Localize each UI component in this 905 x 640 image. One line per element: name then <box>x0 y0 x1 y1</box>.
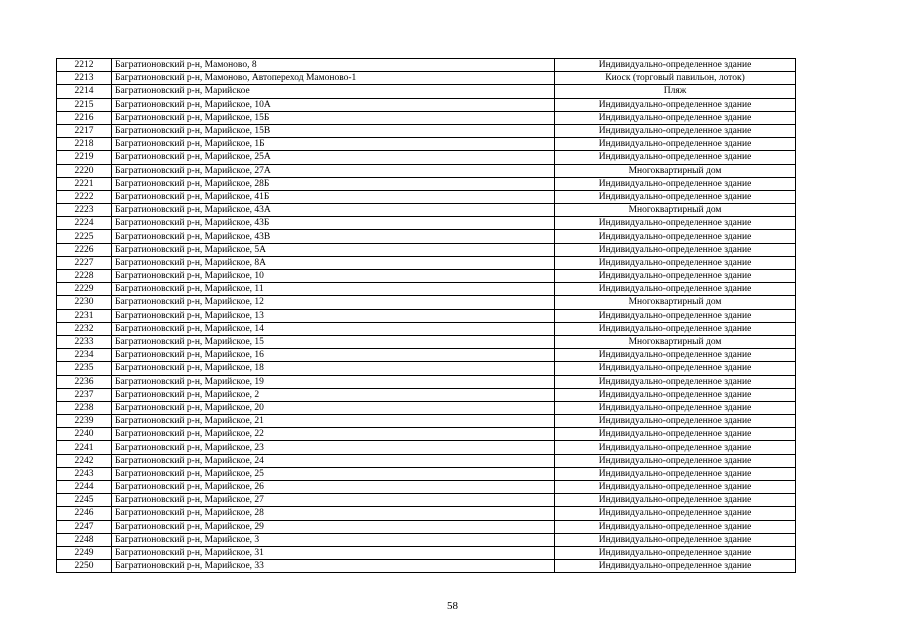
row-number: 2237 <box>57 388 112 401</box>
object-type-cell: Индивидуально-определенное здание <box>555 481 796 494</box>
address-cell: Багратионовский р-н, Марийское, 27 <box>112 494 555 507</box>
row-number: 2224 <box>57 217 112 230</box>
object-type-cell: Индивидуально-определенное здание <box>555 467 796 480</box>
address-cell: Багратионовский р-н, Марийское, 10 <box>112 270 555 283</box>
table-row <box>57 441 796 454</box>
row-number: 2226 <box>57 243 112 256</box>
address-cell: Багратионовский р-н, Марийское, 24 <box>112 454 555 467</box>
object-type-cell: Индивидуально-определенное здание <box>555 243 796 256</box>
row-number: 2219 <box>57 151 112 164</box>
address-cell: Багратионовский р-н, Марийское, 20 <box>112 401 555 414</box>
object-type-cell: Индивидуально-определенное здание <box>555 190 796 203</box>
object-type-cell: Индивидуально-определенное здание <box>555 322 796 335</box>
table-row <box>57 494 796 507</box>
object-type-cell: Индивидуально-определенное здание <box>555 151 796 164</box>
table-row <box>57 322 796 335</box>
address-cell: Багратионовский р-н, Марийское, 22 <box>112 428 555 441</box>
object-type-cell: Индивидуально-определенное здание <box>555 309 796 322</box>
row-number: 2238 <box>57 401 112 414</box>
address-cell: Багратионовский р-н, Марийское, 16 <box>112 349 555 362</box>
object-type-cell: Киоск (торговый павильон, лоток) <box>555 72 796 85</box>
table-row <box>57 428 796 441</box>
object-type-cell: Многоквартирный дом <box>555 204 796 217</box>
object-type-cell: Индивидуально-определенное здание <box>555 454 796 467</box>
address-cell: Багратионовский р-н, Марийское, 21 <box>112 415 555 428</box>
row-number: 2229 <box>57 283 112 296</box>
object-type-cell: Индивидуально-определенное здание <box>555 441 796 454</box>
row-number: 2214 <box>57 85 112 98</box>
table-row <box>57 335 796 348</box>
object-type-cell: Индивидуально-определенное здание <box>555 230 796 243</box>
object-type-cell: Индивидуально-определенное здание <box>555 401 796 414</box>
address-cell: Багратионовский р-н, Марийское, 2 <box>112 388 555 401</box>
table-row <box>57 124 796 137</box>
row-number: 2225 <box>57 230 112 243</box>
row-number: 2232 <box>57 322 112 335</box>
object-type-cell: Индивидуально-определенное здание <box>555 507 796 520</box>
address-cell: Багратионовский р-н, Марийское, 19 <box>112 375 555 388</box>
table-row <box>57 362 796 375</box>
address-cell: Багратионовский р-н, Марийское, 15 <box>112 335 555 348</box>
table-row <box>57 481 796 494</box>
row-number: 2231 <box>57 309 112 322</box>
row-number: 2248 <box>57 533 112 546</box>
object-type-cell: Индивидуально-определенное здание <box>555 177 796 190</box>
row-number: 2222 <box>57 190 112 203</box>
object-type-cell: Индивидуально-определенное здание <box>555 111 796 124</box>
address-cell: Багратионовский р-н, Марийское, 25 <box>112 467 555 480</box>
table-row <box>57 507 796 520</box>
row-number: 2239 <box>57 415 112 428</box>
table-row <box>57 177 796 190</box>
object-type-cell: Индивидуально-определенное здание <box>555 520 796 533</box>
table-row <box>57 454 796 467</box>
row-number: 2213 <box>57 72 112 85</box>
object-type-cell: Индивидуально-определенное здание <box>555 124 796 137</box>
table-row <box>57 256 796 269</box>
table-row <box>57 98 796 111</box>
object-type-cell: Многоквартирный дом <box>555 164 796 177</box>
row-number: 2234 <box>57 349 112 362</box>
address-cell: Багратионовский р-н, Марийское, 26 <box>112 481 555 494</box>
table-row <box>57 546 796 559</box>
address-cell: Багратионовский р-н, Марийское, 43В <box>112 230 555 243</box>
row-number: 2242 <box>57 454 112 467</box>
address-cell: Багратионовский р-н, Марийское, 27А <box>112 164 555 177</box>
address-cell: Багратионовский р-н, Марийское, 3 <box>112 533 555 546</box>
table-row <box>57 283 796 296</box>
table-row <box>57 217 796 230</box>
object-type-cell: Индивидуально-определенное здание <box>555 560 796 573</box>
table-row <box>57 138 796 151</box>
object-type-cell: Индивидуально-определенное здание <box>555 270 796 283</box>
address-cell: Багратионовский р-н, Марийское, 28Б <box>112 177 555 190</box>
object-type-cell: Индивидуально-определенное здание <box>555 494 796 507</box>
row-number: 2245 <box>57 494 112 507</box>
object-type-cell: Индивидуально-определенное здание <box>555 546 796 559</box>
object-type-cell: Индивидуально-определенное здание <box>555 138 796 151</box>
table-row <box>57 467 796 480</box>
row-number: 2233 <box>57 335 112 348</box>
address-cell: Багратионовский р-н, Марийское, 25А <box>112 151 555 164</box>
table-row <box>57 309 796 322</box>
table-row <box>57 59 796 72</box>
object-type-cell: Индивидуально-определенное здание <box>555 217 796 230</box>
object-type-cell: Индивидуально-определенное здание <box>555 98 796 111</box>
object-type-cell: Индивидуально-определенное здание <box>555 375 796 388</box>
row-number: 2244 <box>57 481 112 494</box>
table-row <box>57 164 796 177</box>
object-type-cell: Индивидуально-определенное здание <box>555 59 796 72</box>
table-row <box>57 230 796 243</box>
row-number: 2221 <box>57 177 112 190</box>
row-number: 2240 <box>57 428 112 441</box>
address-cell: Багратионовский р-н, Марийское, 10А <box>112 98 555 111</box>
address-cell: Багратионовский р-н, Марийское, 31 <box>112 546 555 559</box>
property-table <box>56 58 796 573</box>
address-cell: Багратионовский р-н, Марийское, 33 <box>112 560 555 573</box>
row-number: 2216 <box>57 111 112 124</box>
row-number: 2228 <box>57 270 112 283</box>
address-cell: Багратионовский р-н, Марийское, 28 <box>112 507 555 520</box>
address-cell: Багратионовский р-н, Марийское, 23 <box>112 441 555 454</box>
table-row <box>57 204 796 217</box>
address-cell: Багратионовский р-н, Марийское, 1Б <box>112 138 555 151</box>
object-type-cell: Индивидуально-определенное здание <box>555 533 796 546</box>
table-row <box>57 151 796 164</box>
row-number: 2235 <box>57 362 112 375</box>
table-row <box>57 296 796 309</box>
table-row <box>57 415 796 428</box>
address-cell: Багратионовский р-н, Марийское, 11 <box>112 283 555 296</box>
table-row <box>57 243 796 256</box>
address-cell: Багратионовский р-н, Марийское, 29 <box>112 520 555 533</box>
row-number: 2217 <box>57 124 112 137</box>
address-cell: Багратионовский р-н, Мамоново, Автопереход Мамоново-1 <box>112 72 555 85</box>
object-type-cell: Индивидуально-определенное здание <box>555 428 796 441</box>
object-type-cell: Индивидуально-определенное здание <box>555 388 796 401</box>
address-cell: Багратионовский р-н, Марийское, 8А <box>112 256 555 269</box>
row-number: 2246 <box>57 507 112 520</box>
table-row <box>57 560 796 573</box>
table-row <box>57 72 796 85</box>
table-row <box>57 270 796 283</box>
table-row <box>57 520 796 533</box>
table-row <box>57 533 796 546</box>
address-cell: Багратионовский р-н, Марийское, 18 <box>112 362 555 375</box>
row-number: 2241 <box>57 441 112 454</box>
address-cell: Багратионовский р-н, Мамоново, 8 <box>112 59 555 72</box>
address-cell: Багратионовский р-н, Марийское, 41Б <box>112 190 555 203</box>
row-number: 2249 <box>57 546 112 559</box>
address-cell: Багратионовский р-н, Марийское, 14 <box>112 322 555 335</box>
row-number: 2220 <box>57 164 112 177</box>
table-row <box>57 190 796 203</box>
address-cell: Багратионовский р-н, Марийское, 15Б <box>112 111 555 124</box>
row-number: 2215 <box>57 98 112 111</box>
table-row <box>57 85 796 98</box>
table-row <box>57 349 796 362</box>
object-type-cell: Многоквартирный дом <box>555 335 796 348</box>
row-number: 2250 <box>57 560 112 573</box>
property-table-body <box>57 59 796 573</box>
row-number: 2236 <box>57 375 112 388</box>
object-type-cell: Пляж <box>555 85 796 98</box>
table-row <box>57 401 796 414</box>
object-type-cell: Многоквартирный дом <box>555 296 796 309</box>
row-number: 2212 <box>57 59 112 72</box>
object-type-cell: Индивидуально-определенное здание <box>555 362 796 375</box>
address-cell: Багратионовский р-н, Марийское, 15В <box>112 124 555 137</box>
row-number: 2227 <box>57 256 112 269</box>
address-cell: Багратионовский р-н, Марийское <box>112 85 555 98</box>
object-type-cell: Индивидуально-определенное здание <box>555 256 796 269</box>
row-number: 2218 <box>57 138 112 151</box>
address-cell: Багратионовский р-н, Марийское, 5А <box>112 243 555 256</box>
page-number: 58 <box>447 600 458 612</box>
object-type-cell: Индивидуально-определенное здание <box>555 415 796 428</box>
object-type-cell: Индивидуально-определенное здание <box>555 349 796 362</box>
table-row <box>57 111 796 124</box>
address-cell: Багратионовский р-н, Марийское, 43Б <box>112 217 555 230</box>
address-cell: Багратионовский р-н, Марийское, 12 <box>112 296 555 309</box>
table-row <box>57 388 796 401</box>
address-cell: Багратионовский р-н, Марийское, 43А <box>112 204 555 217</box>
row-number: 2230 <box>57 296 112 309</box>
address-cell: Багратионовский р-н, Марийское, 13 <box>112 309 555 322</box>
row-number: 2223 <box>57 204 112 217</box>
object-type-cell: Индивидуально-определенное здание <box>555 283 796 296</box>
table-row <box>57 375 796 388</box>
row-number: 2247 <box>57 520 112 533</box>
row-number: 2243 <box>57 467 112 480</box>
